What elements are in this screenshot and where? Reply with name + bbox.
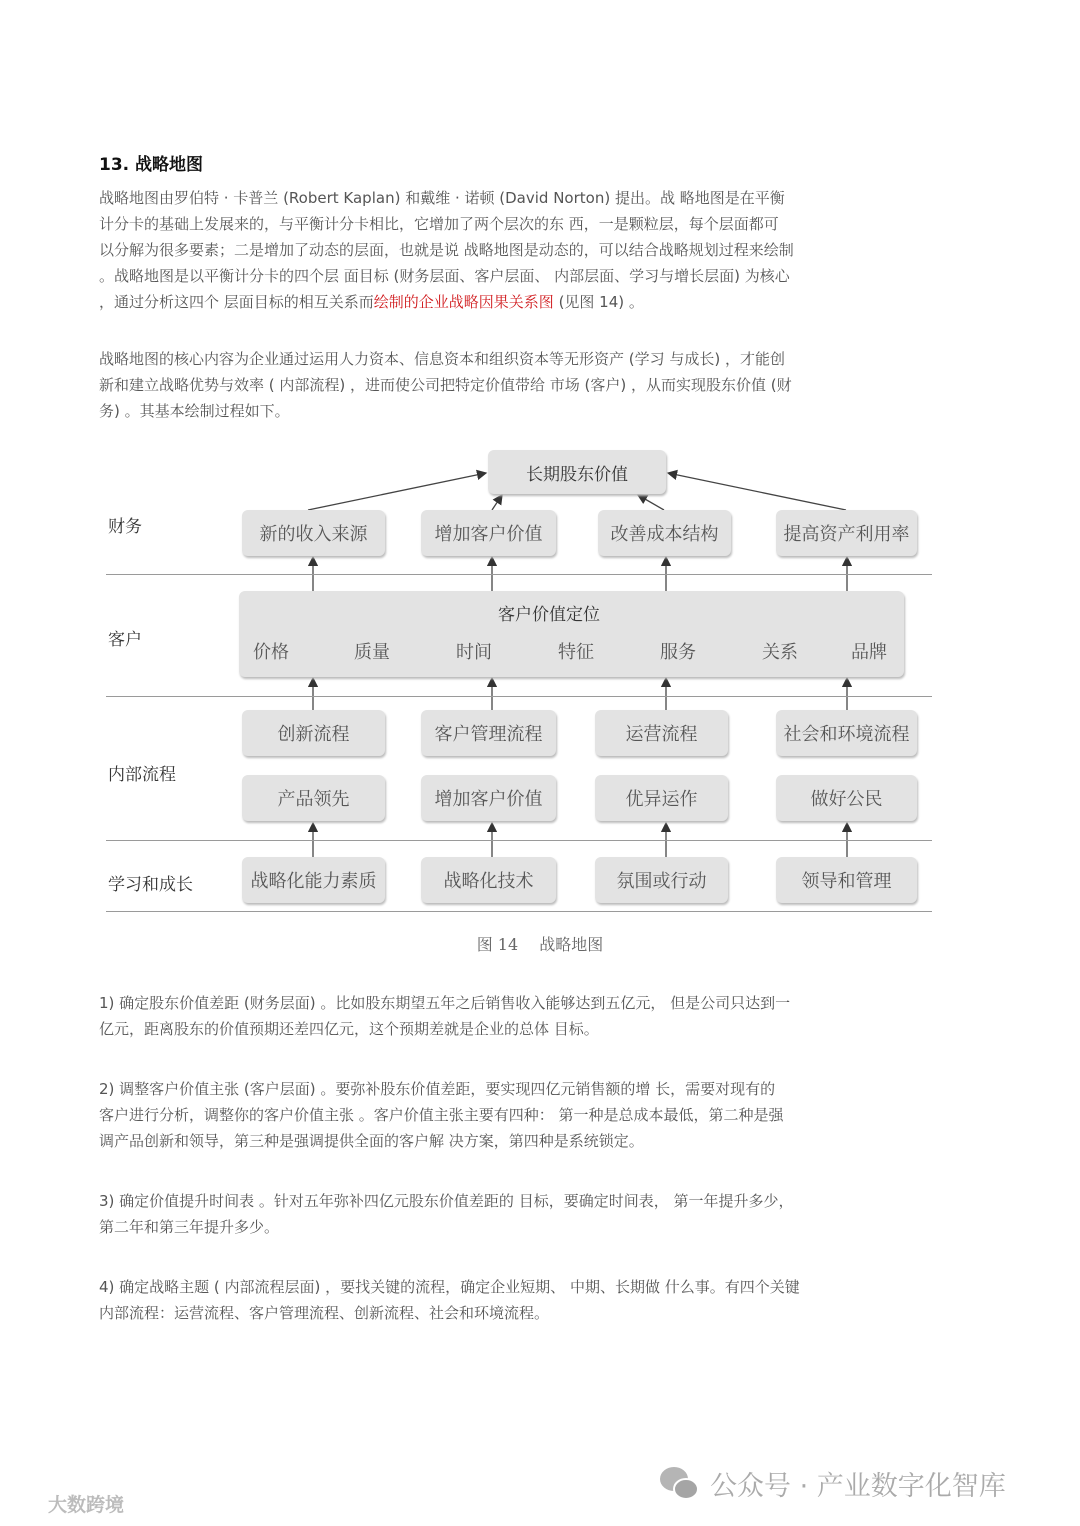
internal-box: 客户管理流程 — [421, 710, 556, 756]
text-line: 内部流程：运营流程、客户管理流程、创新流程、社会和环境流程。 — [99, 1304, 550, 1322]
layer-label-finance: 财务 — [108, 517, 142, 537]
text: ，通过分析这四个 层面目标的相互关系而 — [99, 293, 374, 311]
internal-box: 优异运作 — [595, 775, 728, 821]
finance-box: 增加客户价值 — [421, 510, 556, 556]
learning-box: 氛围或行动 — [595, 857, 728, 903]
highlight-link[interactable]: 绘制的企业战略因果关系图 — [373, 293, 554, 311]
section-heading: 13. 战略地图 — [99, 155, 204, 175]
text-line: 。战略地图是以平衡计分卡的四个层 面目标 (财务层面、客户层面、 内部层面、学习与增长层面) 为核心 — [99, 267, 790, 285]
text-line: 计分卡的基础上发展来的，与平衡计分卡相比，它增加了两个层次的东 西，一是颗粒层，每个层面都可 — [99, 215, 779, 233]
layer-label-customer: 客户 — [108, 630, 142, 650]
text-line: 务) 。其基本绘制过程如下。 — [99, 402, 290, 420]
learning-box: 战略化能力素质 — [242, 857, 385, 903]
text-line: 新和建立战略优势与效率 ( 内部流程) ，进而使公司把特定价值带给 市场 (客户) ，从而实现股东价值 (财 — [99, 376, 792, 394]
intro-paragraph — [99, 185, 919, 315]
customer-item: 质量 — [354, 642, 390, 663]
step-3 — [99, 1188, 919, 1240]
step-2 — [99, 1076, 919, 1154]
text-line: 3) 确定价值提升时间表 。针对五年弥补四亿元股东价值差距的 目标，要确定时间表， 第一年提升多少， — [99, 1192, 794, 1210]
text-line: 客户进行分析，调整你的客户价值主张 。客户价值主张主要有四种： 第一种是总成本最低，第二种是强 — [99, 1106, 784, 1124]
figure-caption: 图 14 战略地图 — [476, 935, 604, 954]
text-line: 1) 确定股东价值差距 (财务层面) 。比如股东期望五年之后销售收入能够达到五亿元， 但是公司只达到一 — [99, 994, 791, 1012]
customer-value-title: 客户价值定位 — [498, 605, 600, 625]
text-line: 调产品创新和领导，第三种是强调提供全面的客户解 决方案，第四种是系统锁定。 — [99, 1132, 644, 1150]
divider — [106, 696, 932, 697]
internal-box: 创新流程 — [242, 710, 385, 756]
internal-box: 做好公民 — [776, 775, 917, 821]
top-box-shareholder-value: 长期股东价值 — [488, 450, 666, 494]
core-paragraph — [99, 346, 919, 424]
divider — [106, 840, 932, 841]
divider — [106, 911, 932, 912]
customer-item: 关系 — [762, 642, 798, 663]
text: (见图 14) 。 — [553, 293, 644, 311]
strategy-map-diagram — [98, 443, 932, 913]
text-line — [99, 289, 919, 315]
customer-item: 时间 — [456, 642, 492, 663]
finance-box: 新的收入来源 — [242, 510, 385, 556]
text-line: 4) 确定战略主题 ( 内部流程层面) ，要找关键的流程，确定企业短期、 中期、长期做 什么事。有四个关键 — [99, 1278, 800, 1296]
text-line: 战略地图由罗伯特 · 卡普兰 (Robert Kaplan) 和戴维 · 诺顿 (David Norton) 提出。战 略地图是在平衡 — [99, 189, 785, 207]
layer-label-learning: 学习和成长 — [108, 875, 193, 895]
internal-box: 社会和环境流程 — [776, 710, 917, 756]
wechat-icon — [658, 1464, 702, 1504]
finance-box: 改善成本结构 — [598, 510, 731, 556]
internal-box: 运营流程 — [595, 710, 728, 756]
customer-item: 价格 — [253, 642, 289, 663]
learning-box: 领导和管理 — [776, 857, 917, 903]
learning-box: 战略化技术 — [421, 857, 556, 903]
divider — [106, 574, 932, 575]
customer-item: 特征 — [558, 642, 594, 663]
layer-label-internal: 内部流程 — [108, 765, 176, 785]
customer-item: 品牌 — [851, 642, 887, 663]
step-4 — [99, 1274, 919, 1326]
text-line: 亿元，距离股东的价值预期还差四亿元，这个预期差就是企业的总体 目标。 — [99, 1020, 599, 1038]
step-1 — [99, 990, 919, 1042]
text-line: 第二年和第三年提升多少。 — [99, 1218, 280, 1236]
internal-box: 增加客户价值 — [421, 775, 556, 821]
text-line: 2) 调整客户价值主张 (客户层面) 。要弥补股东价值差距，要实现四亿元销售额的增 长，需要对现有的 — [99, 1080, 776, 1098]
customer-item: 服务 — [660, 642, 696, 663]
watermark-logo: 大数跨境 — [48, 1494, 125, 1516]
internal-box: 产品领先 — [242, 775, 385, 821]
text-line: 以分解为很多要素；二是增加了动态的层面，也就是说 战略地图是动态的，可以结合战略规划过程来绘制 — [99, 241, 794, 259]
watermark-account: 公众号 · 产业数字化智库 — [710, 1471, 1006, 1502]
finance-box: 提高资产利用率 — [776, 510, 917, 556]
text-line: 战略地图的核心内容为企业通过运用人力资本、信息资本和组织资本等无形资产 (学习 与成长) ，才能创 — [99, 350, 786, 368]
